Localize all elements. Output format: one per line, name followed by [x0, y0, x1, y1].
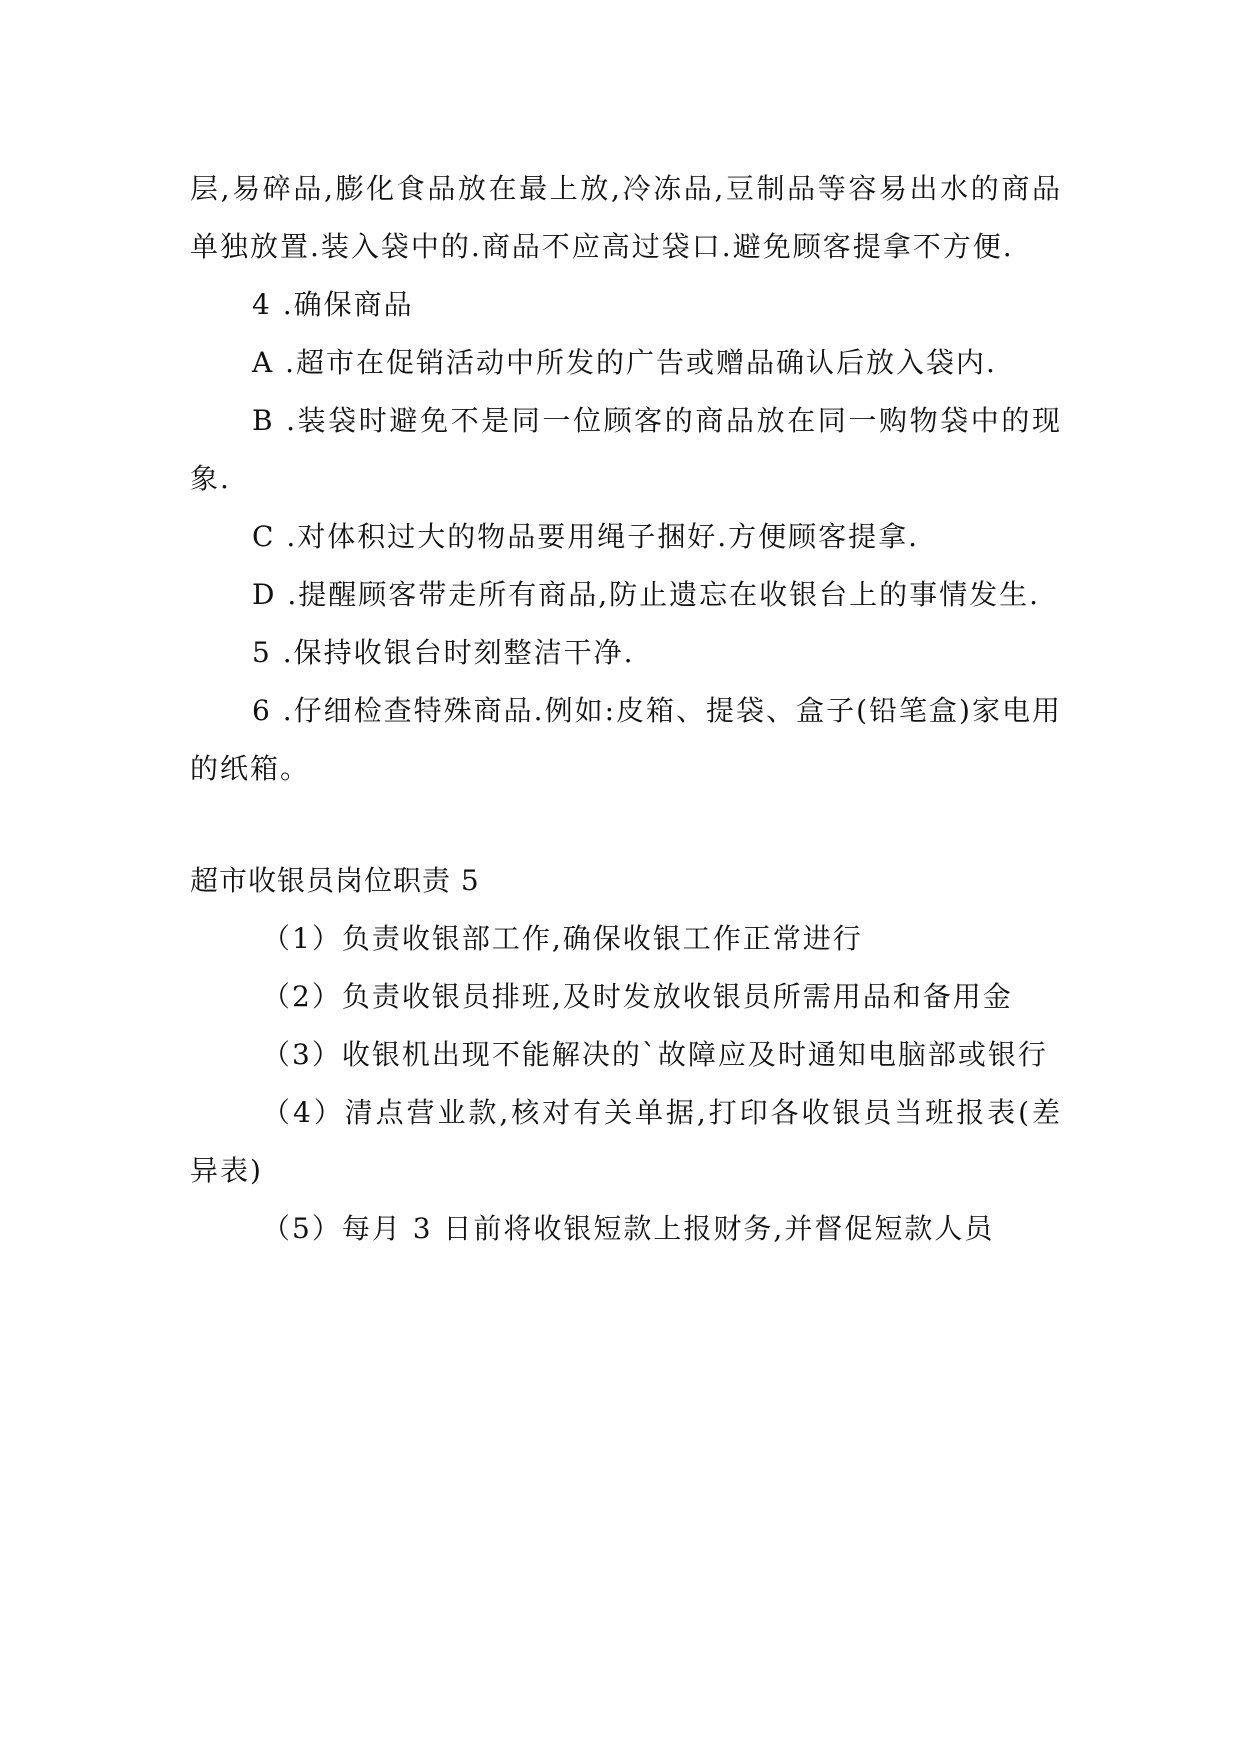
duty-item-3: （3）收银机出现不能解决的`故障应及时通知电脑部或银行: [262, 1038, 1048, 1071]
paragraph-continuation: 层,易碎品,膨化食品放在最上放,冷冻品,豆制品等容易出水的商品单独放置.装入袋中的.商品不应高过袋口.避免顾客提拿不方便.: [190, 172, 1062, 263]
paragraph-item-d: D .提醒顾客带走所有商品,防止遗忘在收银台上的事情发生.: [252, 578, 1041, 611]
paragraph-item-4: 4 .确保商品: [252, 288, 414, 321]
paragraph-item-b: B .装袋时避免不是同一位顾客的商品放在同一购物袋中的现象.: [190, 404, 1062, 495]
paragraph-item-c: C .对体积过大的物品要用绳子捆好.方便顾客提拿.: [252, 520, 920, 553]
duty-item-2: （2）负责收银员排班,及时发放收银员所需用品和备用金: [262, 980, 1013, 1013]
paragraph-item-a: A .超市在促销活动中所发的广告或赠品确认后放入袋内.: [252, 346, 997, 379]
document-body: [190, 160, 1062, 1258]
paragraph-item-6: 6 .仔细检查特殊商品.例如:皮箱、提袋、盒子(铅笔盒)家电用的纸箱。: [190, 694, 1062, 785]
paragraph-item-5: 5 .保持收银台时刻整洁干净.: [252, 636, 635, 669]
section-title: 超市收银员岗位职责 5: [190, 864, 480, 897]
duty-item-4: （4）清点营业款,核对有关单据,打印各收银员当班报表(差异表): [190, 1096, 1062, 1187]
duty-item-5: （5）每月 3 日前将收银短款上报财务,并督促短款人员: [262, 1212, 995, 1245]
duty-item-1: （1）负责收银部工作,确保收银工作正常进行: [262, 922, 863, 955]
